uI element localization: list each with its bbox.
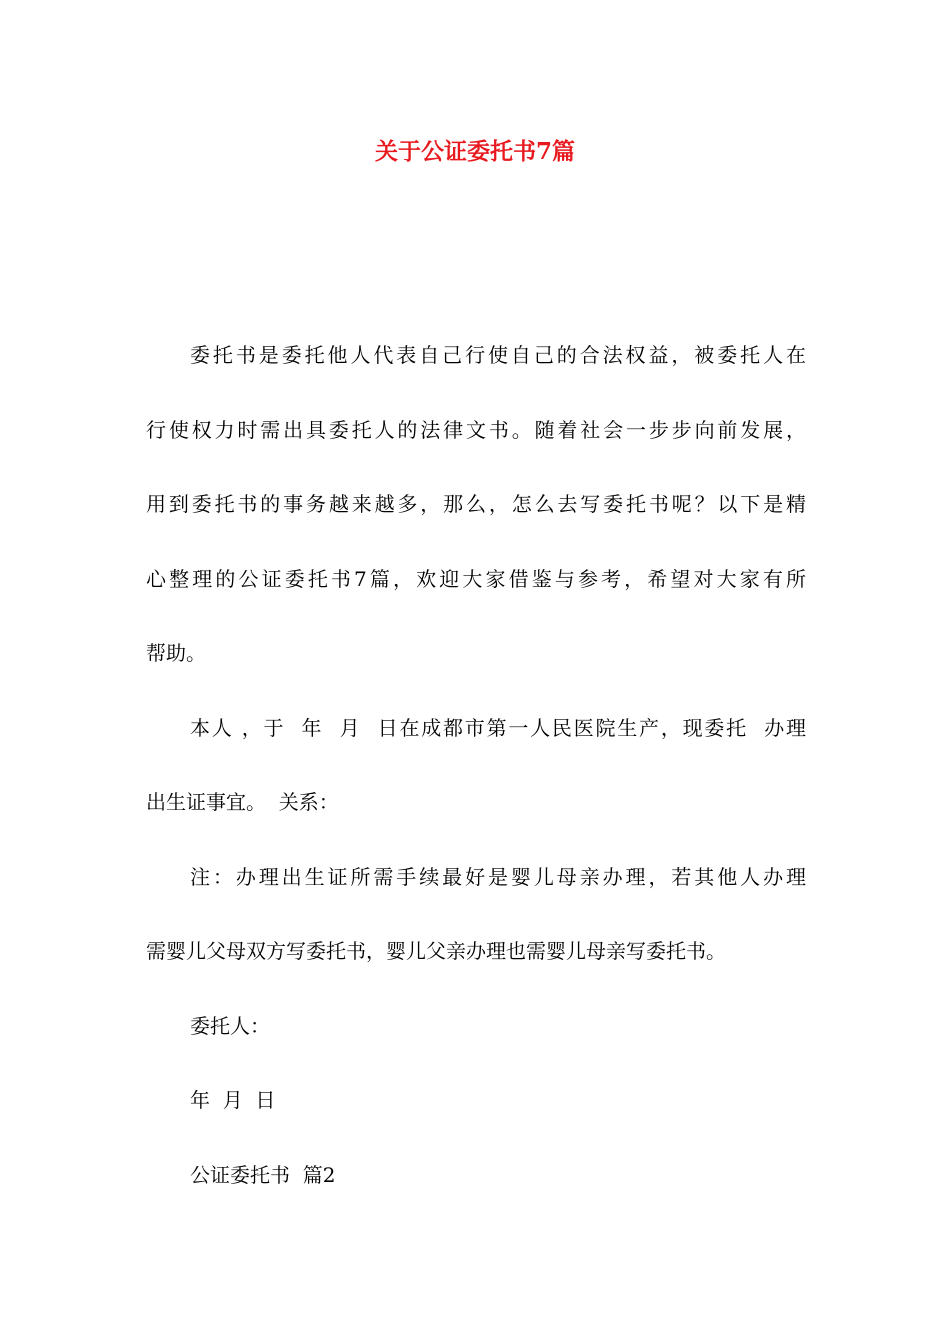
paragraph-intro: [146, 318, 806, 691]
paragraph-principal: [146, 989, 806, 1064]
paragraph-line: 委托书是委托他人代表自己行使自己的合法权益，被委托人在: [190, 343, 806, 367]
document-title: 关于公证委托书7篇: [374, 138, 575, 165]
date-line: 年 月 日: [190, 1088, 276, 1112]
paragraph-line: 需婴儿父母双方写委托书，婴儿父亲办理也需婴儿母亲写委托书。: [146, 939, 726, 963]
section-heading-text: 公证委托书 篇2: [190, 1162, 336, 1187]
paragraph-line: 用到委托书的事务越来越多，那么，怎么去写委托书呢？以下是精: [146, 492, 806, 516]
paragraph-note: [146, 840, 806, 989]
paragraph-statement: [146, 691, 806, 840]
document-body: [146, 318, 806, 1212]
paragraph-line: 注：办理出生证所需手续最好是婴儿母亲办理，若其他人办理: [190, 864, 806, 889]
principal-label: 委托人：: [190, 1013, 270, 1038]
paragraph-line: 本人 ，于 年 月 日在成都市第一人民医院生产，现委托 办理: [190, 715, 806, 740]
paragraph-date: [146, 1063, 806, 1138]
paragraph-line: 帮助。: [146, 641, 206, 665]
section-heading: [146, 1138, 806, 1213]
paragraph-line: 出生证事宜。 关系：: [146, 790, 339, 814]
paragraph-line: 行使权力时需出具委托人的法律文书。随着社会一步步向前发展，: [146, 417, 806, 442]
paragraph-line: 心整理的公证委托书7篇，欢迎大家借鉴与参考，希望对大家有所: [146, 566, 806, 591]
